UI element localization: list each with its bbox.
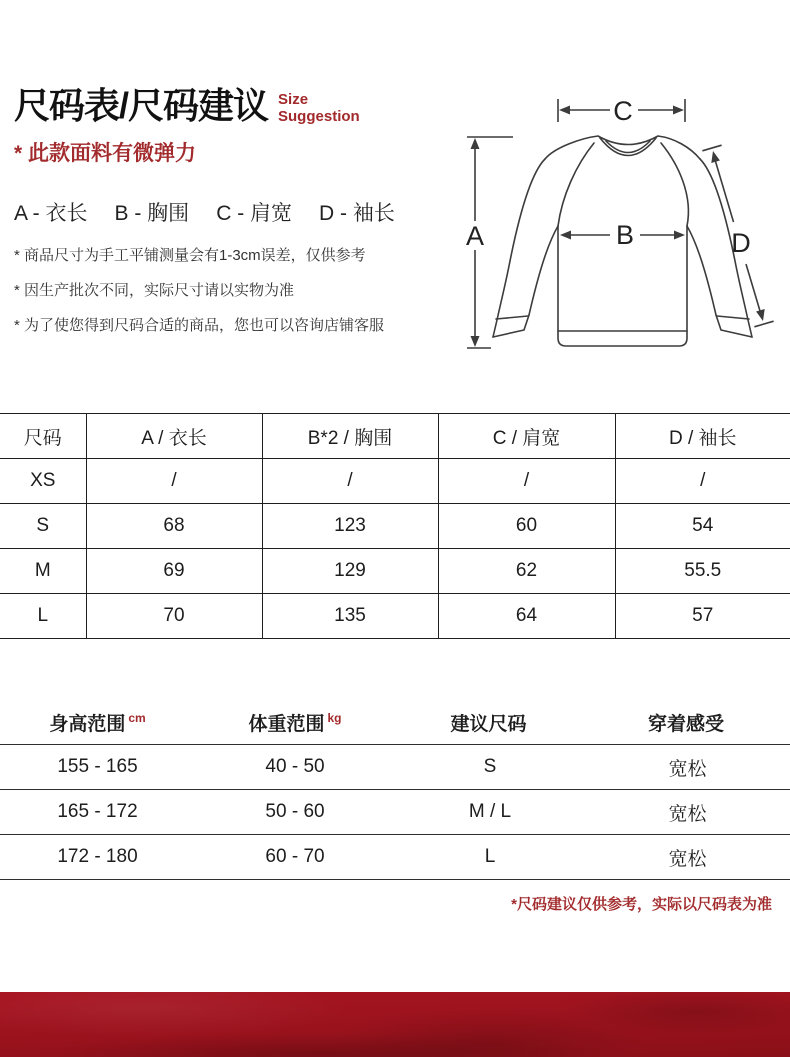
suggestion-header-label: 建议尺码 bbox=[450, 713, 527, 735]
suggestion-header-size bbox=[395, 700, 585, 745]
size-cell: L bbox=[0, 594, 86, 639]
sweater-right-seam bbox=[661, 143, 688, 226]
suggestion-table bbox=[0, 700, 790, 880]
suggestion-row bbox=[0, 790, 790, 835]
size-cell: 135 bbox=[262, 594, 438, 639]
suggestion-cell: 宽松 bbox=[585, 835, 790, 880]
suggestion-cell: 165 - 172 bbox=[0, 790, 195, 835]
suggestion-header-label: 身高范围 bbox=[49, 713, 126, 735]
legend-item-a: A - 衣长 bbox=[14, 202, 88, 225]
suggestion-cell: 40 - 50 bbox=[195, 745, 395, 790]
sweater-left-sleeve-inner bbox=[529, 226, 558, 315]
size-suggestion-line1: Size bbox=[278, 91, 309, 108]
size-cell: 123 bbox=[262, 504, 438, 549]
suggestion-header-weight bbox=[195, 700, 395, 745]
sweater-diagram bbox=[450, 80, 785, 370]
suggestion-header-height bbox=[0, 700, 195, 745]
note-line: * 为了使您得到尺码合适的商品，您也可以咨询店铺客服 bbox=[14, 317, 385, 334]
dim-b-arrow-left bbox=[560, 231, 571, 240]
dim-d-tick-top bbox=[702, 145, 721, 151]
size-cell: 55.5 bbox=[684, 560, 722, 581]
suggestion-header-fit bbox=[585, 700, 790, 745]
table-row bbox=[0, 459, 790, 504]
sweater-right-cuff-line bbox=[717, 316, 749, 319]
size-notes bbox=[14, 248, 384, 353]
size-cell: 62 bbox=[438, 549, 615, 594]
size-cell: 68 bbox=[86, 504, 262, 549]
page-title: 尺码表/尺码建议 bbox=[14, 85, 269, 126]
legend-item-c: C - 肩宽 bbox=[216, 202, 293, 225]
suggestion-row bbox=[0, 835, 790, 880]
header-cell-shoulder: C / 肩宽 bbox=[438, 414, 615, 459]
size-cell: / bbox=[86, 459, 262, 504]
dim-label-d: D bbox=[731, 228, 751, 258]
dim-d-arrow-down bbox=[756, 309, 765, 321]
title-block bbox=[14, 84, 360, 128]
dim-label-c: C bbox=[613, 96, 633, 126]
sweater-diagram-svg bbox=[450, 80, 785, 370]
suggestion-row bbox=[0, 745, 790, 790]
size-table bbox=[0, 413, 790, 639]
suggestion-cell: 宽松 bbox=[585, 790, 790, 835]
size-suggestion-label bbox=[278, 91, 360, 125]
measurement-legend bbox=[14, 197, 395, 227]
sweater-left-sleeve-outer bbox=[493, 159, 545, 337]
dim-d-line-bottom bbox=[746, 264, 762, 316]
legend-item-d: D - 袖长 bbox=[319, 202, 395, 225]
suggestion-header-label: 体重范围 bbox=[248, 713, 325, 735]
suggestion-cell: 60 - 70 bbox=[195, 835, 395, 880]
suggestion-cell: L bbox=[395, 835, 585, 880]
table-row bbox=[0, 504, 790, 549]
size-cell: M bbox=[0, 549, 86, 594]
suggestion-cell: 宽松 bbox=[585, 745, 790, 790]
sweater-left-seam bbox=[558, 143, 594, 226]
suggestion-cell: 50 - 60 bbox=[195, 790, 395, 835]
footer-red-band bbox=[0, 992, 790, 1057]
size-cell: 64 bbox=[438, 594, 615, 639]
note-line: * 商品尺寸为手工平铺测量会有1-3cm误差，仅供参考 bbox=[14, 247, 366, 264]
size-cell: 70 bbox=[86, 594, 262, 639]
size-cell: / bbox=[438, 459, 615, 504]
table-row bbox=[0, 594, 790, 639]
unit-superscript: kg bbox=[327, 711, 342, 726]
size-cell: 54 bbox=[692, 515, 714, 536]
sweater-right-sleeve-inner bbox=[687, 226, 716, 315]
header-cell-length: A / 衣长 bbox=[86, 414, 262, 459]
dim-c-arrow-left bbox=[559, 106, 570, 115]
size-cell: 129 bbox=[262, 549, 438, 594]
unit-superscript: cm bbox=[128, 711, 146, 726]
suggestion-cell: 155 - 165 bbox=[0, 745, 195, 790]
elastic-note: * 此款面料有微弹力 bbox=[14, 142, 197, 165]
header-cell-chest: B*2 / 胸围 bbox=[262, 414, 438, 459]
dim-c-arrow-right bbox=[673, 106, 684, 115]
header-cell-size: 尺码 bbox=[0, 414, 86, 459]
suggestion-header-row bbox=[0, 700, 790, 745]
dim-a-arrow-up bbox=[471, 138, 480, 149]
legend-item-b: B - 胸围 bbox=[114, 202, 190, 225]
dim-label-a: A bbox=[465, 221, 485, 251]
table-row bbox=[0, 549, 790, 594]
dim-label-b: B bbox=[615, 220, 635, 250]
size-cell: XS bbox=[0, 459, 86, 504]
dim-a-arrow-down bbox=[471, 336, 480, 347]
suggestion-header-label: 穿着感受 bbox=[647, 713, 724, 735]
size-cell: / bbox=[262, 459, 438, 504]
size-cell: 57 bbox=[692, 605, 714, 626]
dim-d-tick-bottom bbox=[754, 321, 773, 327]
dim-b-arrow-right bbox=[674, 231, 685, 240]
size-cell: 69 bbox=[86, 549, 262, 594]
sweater-left-cuff-line bbox=[496, 316, 528, 319]
size-footnote: *尺码建议仅供参考，实际以尺码表为准 bbox=[511, 896, 772, 913]
size-suggestion-line2: Suggestion bbox=[278, 108, 360, 125]
suggestion-cell: M / L bbox=[395, 790, 585, 835]
note-line: * 因生产批次不同，实际尺寸请以实物为准 bbox=[14, 282, 295, 299]
size-cell: 60 bbox=[438, 504, 615, 549]
header-cell-sleeve: D / 袖长 bbox=[668, 427, 737, 449]
size-cell: / bbox=[700, 470, 706, 491]
size-table-header-row bbox=[0, 414, 790, 459]
suggestion-cell: 172 - 180 bbox=[0, 835, 195, 880]
dim-d-arrow-up bbox=[711, 151, 720, 163]
suggestion-cell: S bbox=[395, 745, 585, 790]
size-cell: S bbox=[0, 504, 86, 549]
